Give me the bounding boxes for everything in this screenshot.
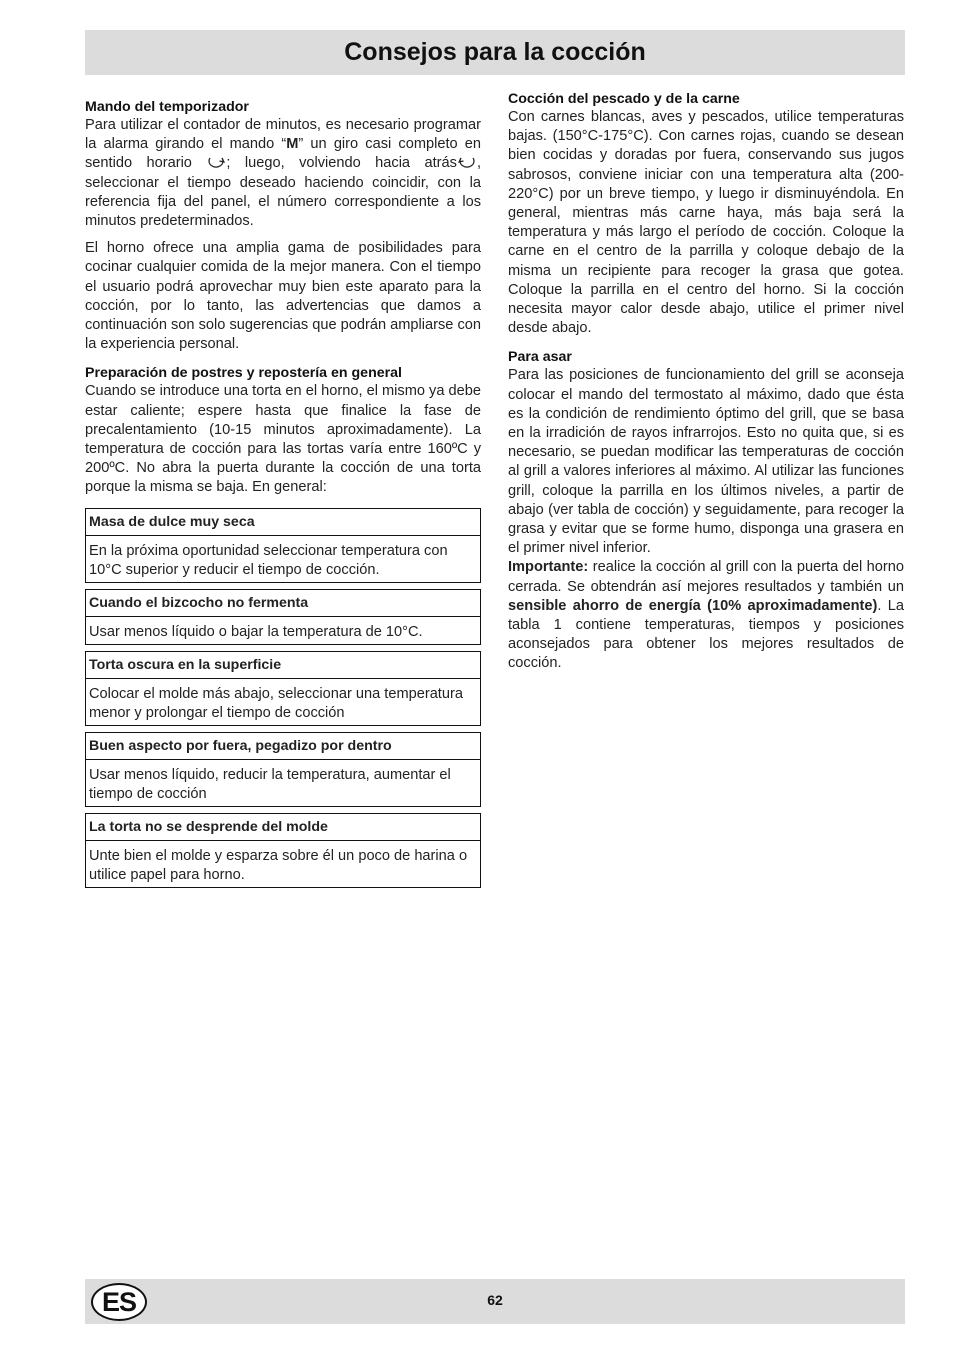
tip-title: Masa de dulce muy seca (86, 509, 480, 536)
left-column (85, 98, 481, 894)
tip-box (85, 508, 481, 583)
tip-text: En la próxima oportunidad seleccionar temperatura con 10°C superior y reducir el tiempo de cocción. (89, 542, 448, 578)
important-bold-text: sensible ahorro de energía (10% aproximadamente) (508, 597, 878, 614)
tip-text: Usar menos líquido o bajar la temperatura de 10°C. (89, 623, 423, 640)
tip-box (85, 651, 481, 726)
timer-knob-label: M (286, 136, 299, 153)
fish-paragraph: Con carnes blancas, aves y pescados, utilice temperaturas bajas. (150°C-175°C). Con carnes rojas, cuando se desean bien cocidas y doradas por fuera, conservando sus jugos sabrosos, conviene iniciar con una temperatura alta (200-220°C) por un breve tiempo, y luego ir disminuyéndola. En general, mientras más carne haya, más baja será la temperatura y más largo el período de cocción. Coloque la carne en el centro de la parrilla y coloque debajo de la misma un recipiente para recoger la grasa que gotea. Coloque la parrilla en el centro del horno. Si la cocción necesita mayor calor desde abajo, utilice el primer nivel desde abajo. (508, 109, 904, 337)
tip-title: La torta no se desprende del molde (86, 814, 480, 841)
tip-text: Unte bien el molde y esparza sobre él un poco de harina o utilice papel para horno. (89, 847, 468, 883)
title-bar (85, 30, 905, 75)
tip-title: Cuando el bizcocho no fermenta (86, 590, 480, 617)
timer-text-2: ” un giro casi completo en sentido horario (85, 136, 481, 172)
tip-text: Usar menos líquido, reducir la temperatura, aumentar el tiempo de cocción (89, 766, 451, 802)
tip-box (85, 732, 481, 807)
grill-paragraph: Para las posiciones de funcionamiento del grill se aconseja colocar el mando del termostato al máximo, dado que ésta es la condición de rendimiento óptimo del grill, que se basa en la irradición de rayos infrarrojos. Esto no quita que, si es necesario, se puedan modificar las temperaturas de cocción al grill a valores inferiores al máximo. Al utilizar las funciones grill, coloque la parrilla en los últimos niveles, a partir de abajo (ver tabla de cocción) y seguidamente, para recoger la grasa y evitar que se forme humo, disponga una grasera en el primer nivel inferior. (508, 367, 904, 557)
tip-box (85, 589, 481, 645)
timer-paragraph (85, 116, 481, 231)
important-text-1: realice la cocción al grill con la puerta del horno cerrada. Se obtendrán así mejores resultados y también un (508, 559, 904, 595)
clockwise-rotation-icon (206, 155, 226, 169)
counterclockwise-rotation-icon (457, 155, 477, 169)
tip-box (85, 813, 481, 888)
timer-text-4: , seleccionar el tiempo deseado haciendo coincidir, con la referencia fija del panel, el número correspondiente a los minutos predeterminados. (85, 155, 481, 230)
important-paragraph (508, 558, 904, 673)
important-text-2: . La tabla 1 contiene temperaturas, tiempos y posiciones aconsejados para obtener los mejores resultados de cocción. (508, 597, 905, 672)
tip-title: Torta oscura en la superficie (86, 652, 480, 679)
timer-heading: Mando del temporizador (85, 99, 249, 115)
page-title: Consejos para la cocción (344, 38, 646, 66)
timer-text-1: Para utilizar el contador de minutos, es necesario programar la alarma girando el mando “ (85, 117, 481, 153)
oven-paragraph: El horno ofrece una amplia gama de posibilidades para cocinar cualquier comida de la mejor manera. Con el tiempo el usuario podrá aprovechar muy bien este aparato para la cocción, por lo tanto, las advertencias que damos a continuación son solo sugerencias que podrán ampliarse con la experiencia personal. (85, 240, 481, 353)
desserts-heading: Preparación de postres y repostería en general (85, 365, 402, 382)
page-number: 62 (487, 1292, 503, 1308)
fish-heading: Cocción del pescado y de la carne (508, 91, 740, 107)
grill-heading: Para asar (508, 349, 572, 366)
tip-title: Buen aspecto por fuera, pegadizo por dentro (86, 733, 480, 760)
right-column (508, 90, 904, 674)
language-badge: ES (91, 1283, 147, 1321)
timer-text-3: ; luego, volviendo hacia atrás (226, 155, 457, 172)
tip-text: Colocar el molde más abajo, seleccionar una temperatura menor y prolongar el tiempo de cocción (89, 685, 463, 721)
desserts-paragraph: Cuando se introduce una torta en el horno, el mismo ya debe estar caliente; espere hasta que finalice la fase de precalentamiento (10-15 minutos aproximadamente). La temperatura de cocción para las tortas varía entre 160ºC y 200ºC. No abra la puerta durante la cocción de una torta porque la misma se baja. En general: (85, 383, 481, 496)
important-label: Importante: (508, 559, 589, 576)
footer-bar (85, 1279, 905, 1324)
